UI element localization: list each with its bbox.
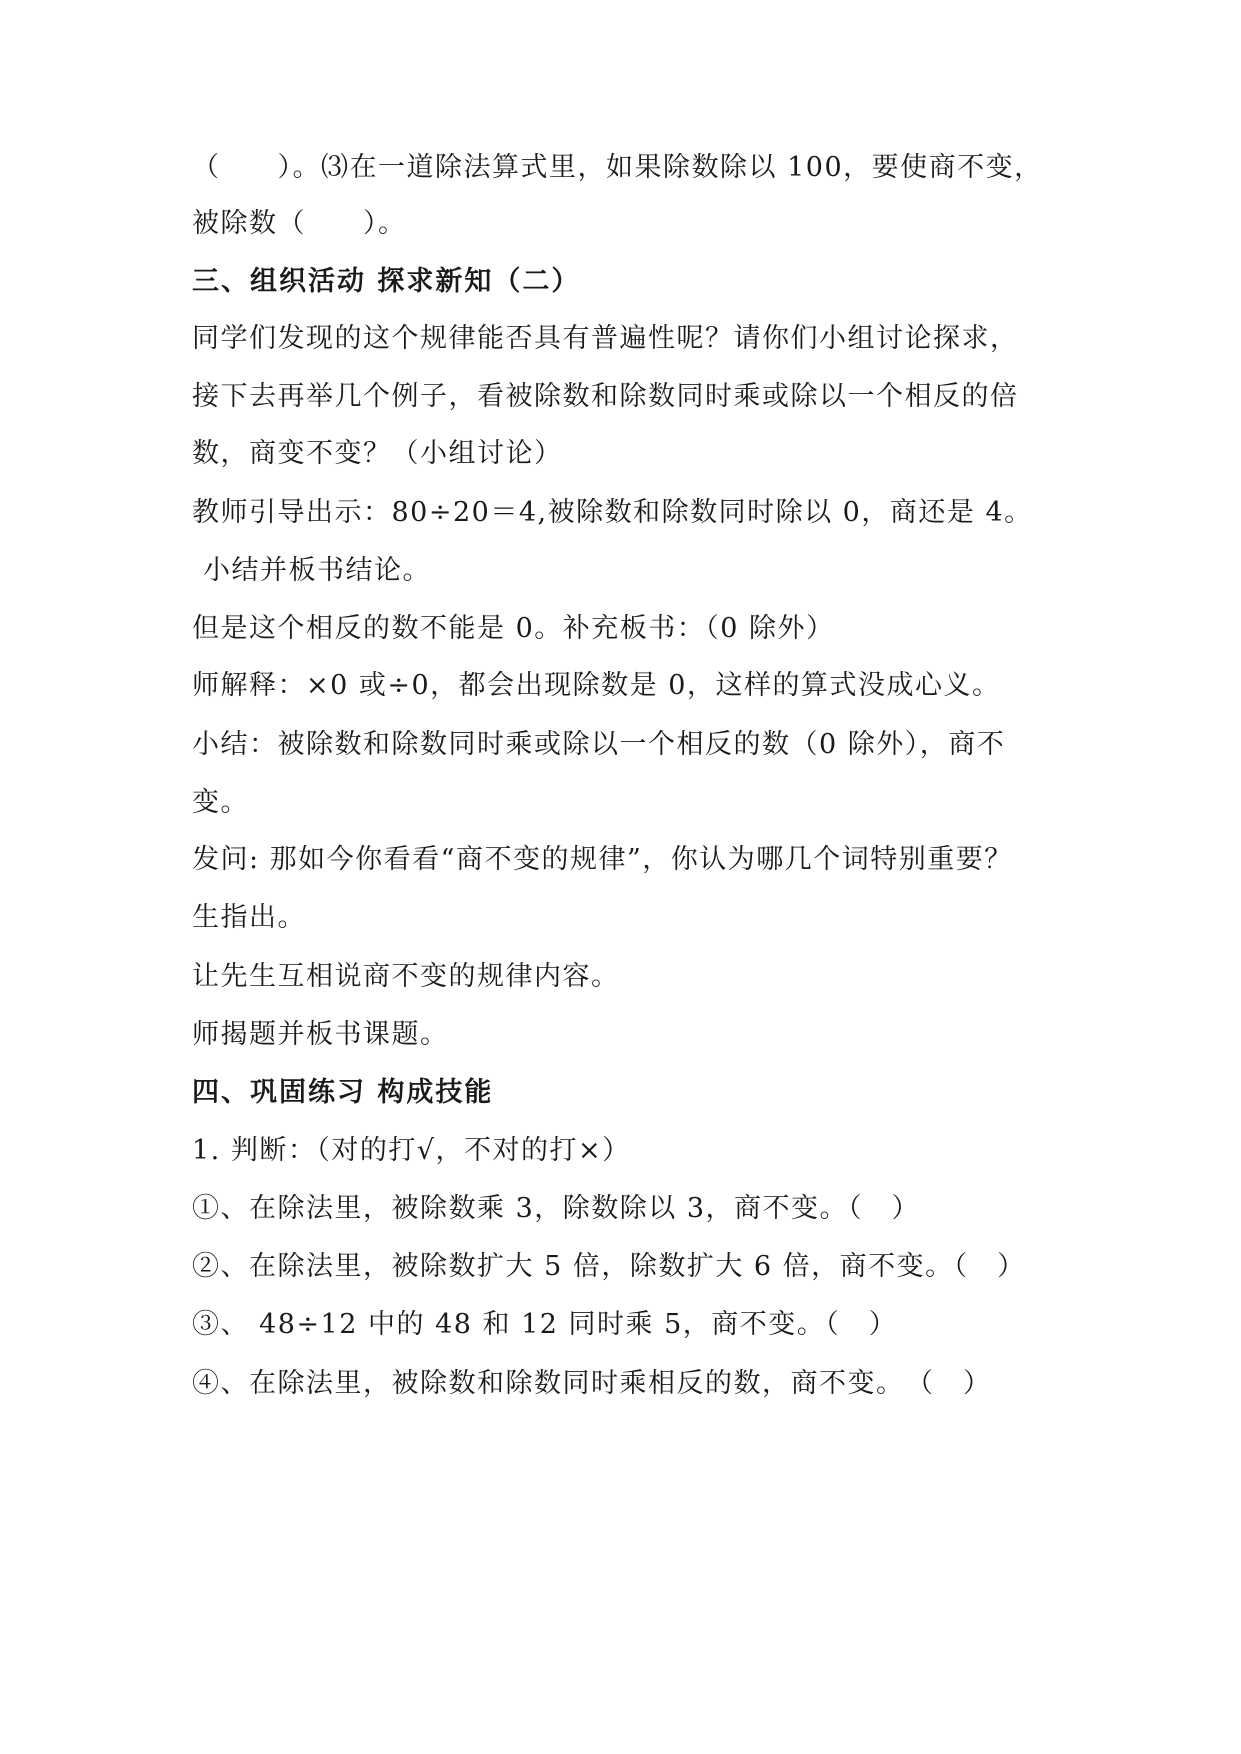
text-line: 数，商变不变？（小组讨论） [192, 438, 563, 469]
section-heading: 四、巩固练习 构成技能 [192, 1077, 494, 1108]
text-line: 小结：被除数和除数同时乘或除以一个相反的数（0 除外），商不 [192, 729, 1006, 760]
text-line: 师揭题并板书课题。 [192, 1019, 449, 1050]
text-line: ④、在除法里，被除数和除数同时乘相反的数，商不变。 （ ） [192, 1368, 992, 1399]
text-line: （ ）。⑶在一道除法算式里，如果除数除以 100，要使商不变， [192, 152, 1043, 183]
text-line: ③、 48÷12 中的 48 和 12 同时乘 5，商不变。（ ） [192, 1309, 898, 1340]
text-line: 变。 [192, 787, 249, 818]
text-line: 但是这个相反的数不能是 0。补充板书：（0 除外） [192, 613, 835, 644]
text-line: ②、在除法里，被除数扩大 5 倍，除数扩大 6 倍，商不变。（ ） [192, 1251, 1026, 1282]
text-line: 师解释：×0 或÷0，都会出现除数是 0，这样的算式没成心义。 [192, 670, 1001, 701]
text-line: 1. 判断：（对的打√，不对的打×） [192, 1135, 631, 1166]
text-line: 小结并板书结论。 [203, 555, 431, 586]
section-heading: 三、组织活动 探求新知（二） [192, 266, 581, 297]
text-line: ①、在除法里，被除数乘 3，除数除以 3，商不变。（ ） [192, 1193, 921, 1224]
text-line: 教师引导出示：80÷20＝4,被除数和除数同时除以 0，商还是 4。 [192, 497, 1033, 528]
text-line: 接下去再举几个例子，看被除数和除数同时乘或除以一个相反的倍 [192, 381, 1019, 412]
text-line: 生指出。 [192, 902, 306, 933]
text-line: 同学们发现的这个规律能否具有普遍性呢？请你们小组讨论探求， [192, 323, 1019, 354]
text-line: 让先生互相说商不变的规律内容。 [192, 961, 620, 992]
text-line: 发问: 那如今你看看“商不变的规律”，你认为哪几个词特别重要？ [192, 844, 1013, 875]
text-line: 被除数（ ）。 [192, 208, 407, 239]
